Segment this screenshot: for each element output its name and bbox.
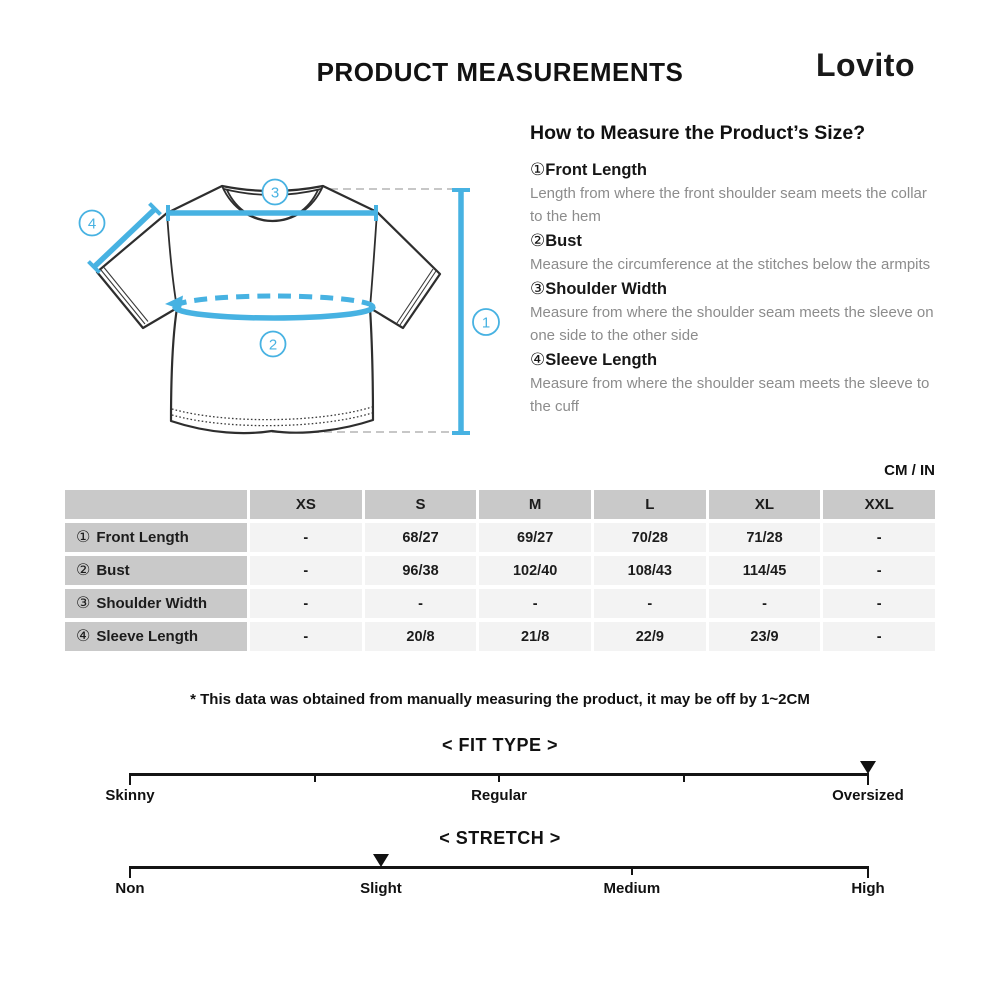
- measure-item-label: ③Shoulder Width: [530, 279, 668, 298]
- scale-line: [130, 773, 868, 776]
- page-title: PRODUCT MEASUREMENTS: [316, 57, 684, 87]
- value-cell: -: [823, 622, 935, 651]
- how-to-heading: How to Measure the Product’s Size?: [530, 122, 866, 144]
- scale-tick: [314, 773, 316, 782]
- measure-item-description: Length from where the front shoulder seam meets the collar to the hem: [530, 185, 927, 225]
- unit-label: CM / IN: [884, 462, 935, 479]
- marker-number-bust: 2: [268, 336, 278, 354]
- tshirt-outline: [97, 186, 440, 433]
- circled-number: ③: [76, 594, 91, 612]
- stretch-scale: [0, 828, 1000, 908]
- value-cell: -: [823, 589, 935, 618]
- value-cell: -: [823, 523, 935, 552]
- measure-item-sleeve-length: [530, 348, 940, 418]
- column-header-s: S: [365, 490, 477, 519]
- value-cell: 22/9: [594, 622, 706, 651]
- value-cell: 108/43: [594, 556, 706, 585]
- scale-label: Non: [115, 880, 145, 897]
- row-label-bust: ② Bust: [65, 556, 247, 585]
- value-cell: -: [365, 589, 477, 618]
- table-corner-cell: [65, 490, 247, 519]
- marker-number-shoulder-width: 3: [270, 184, 280, 202]
- value-cell: 70/28: [594, 523, 706, 552]
- scale-title: < FIT TYPE >: [441, 735, 559, 755]
- column-header-l: L: [594, 490, 706, 519]
- brand-logo: Lovito: [816, 47, 915, 83]
- value-cell: 102/40: [479, 556, 591, 585]
- value-cell: 20/8: [365, 622, 477, 651]
- tshirt-measurement-diagram: [60, 150, 520, 470]
- value-cell: 21/8: [479, 622, 591, 651]
- value-cell: 71/28: [709, 523, 821, 552]
- column-header-xxl: XXL: [823, 490, 935, 519]
- measure-item-label: ②Bust: [530, 231, 582, 250]
- scale-line: [130, 866, 868, 869]
- scale-tick: [867, 866, 869, 878]
- value-cell: -: [823, 556, 935, 585]
- measurement-disclaimer: * This data was obtained from manually measuring the product, it may be off by 1~2CM: [190, 691, 810, 708]
- scale-label: Medium: [603, 880, 661, 897]
- value-cell: 114/45: [709, 556, 821, 585]
- scale-label: Oversized: [832, 787, 904, 804]
- circled-number: ②: [76, 561, 91, 579]
- scale-labels: [105, 787, 904, 807]
- circled-number: ③: [530, 279, 546, 298]
- scale-label: Regular: [471, 787, 527, 804]
- value-cell: -: [250, 523, 362, 552]
- value-cell: -: [479, 589, 591, 618]
- measure-item-description: Measure from where the shoulder seam meets the sleeve on one side to the other side: [530, 304, 934, 344]
- value-cell: -: [250, 622, 362, 651]
- measure-item-description: Measure from where the shoulder seam meets the sleeve to the cuff: [530, 375, 930, 415]
- fit-type-scale: [0, 735, 1000, 815]
- scale-title: < STRETCH >: [439, 828, 561, 848]
- value-cell: -: [594, 589, 706, 618]
- scale-label: Skinny: [105, 787, 155, 804]
- scale-tick: [683, 773, 685, 782]
- scale-label: Slight: [360, 880, 402, 897]
- measure-item-front-length: [530, 158, 940, 228]
- scale-tick: [498, 773, 500, 782]
- row-label-front-length: ① Front Length: [65, 523, 247, 552]
- scale-labels: [115, 880, 885, 900]
- measure-item-label: ①Front Length: [530, 160, 647, 179]
- scale-marker-triangle: [860, 761, 876, 774]
- value-cell: 69/27: [479, 523, 591, 552]
- value-cell: 96/38: [365, 556, 477, 585]
- how-to-measure-section: [530, 122, 940, 419]
- scale-label: High: [851, 880, 885, 897]
- column-header-xl: XL: [709, 490, 821, 519]
- scale-marker-triangle: [373, 854, 389, 867]
- scale-tick: [867, 773, 869, 785]
- marker-number-front-length: 1: [481, 314, 491, 332]
- circled-number: ①: [530, 160, 546, 179]
- measure-item-description: Measure the circumference at the stitches below the armpits: [530, 256, 931, 273]
- measure-item-bust: [530, 229, 940, 276]
- row-label-sleeve-length: ④ Sleeve Length: [65, 622, 247, 651]
- row-label-shoulder-width: ③ Shoulder Width: [65, 589, 247, 618]
- value-cell: 68/27: [365, 523, 477, 552]
- value-cell: -: [250, 556, 362, 585]
- circled-number: ④: [530, 350, 546, 369]
- measure-item-shoulder-width: [530, 277, 940, 347]
- scale-tick: [631, 866, 633, 875]
- column-header-m: M: [479, 490, 591, 519]
- circled-number: ①: [76, 528, 91, 546]
- value-cell: -: [250, 589, 362, 618]
- measure-item-label: ④Sleeve Length: [530, 350, 658, 369]
- scale-tick: [129, 773, 131, 785]
- value-cell: 23/9: [709, 622, 821, 651]
- measurements-table: [65, 490, 935, 651]
- circled-number: ④: [76, 627, 91, 645]
- circled-number: ②: [530, 231, 546, 250]
- marker-number-sleeve-length: 4: [87, 215, 97, 233]
- scale-tick: [129, 866, 131, 878]
- value-cell: -: [709, 589, 821, 618]
- column-header-xs: XS: [250, 490, 362, 519]
